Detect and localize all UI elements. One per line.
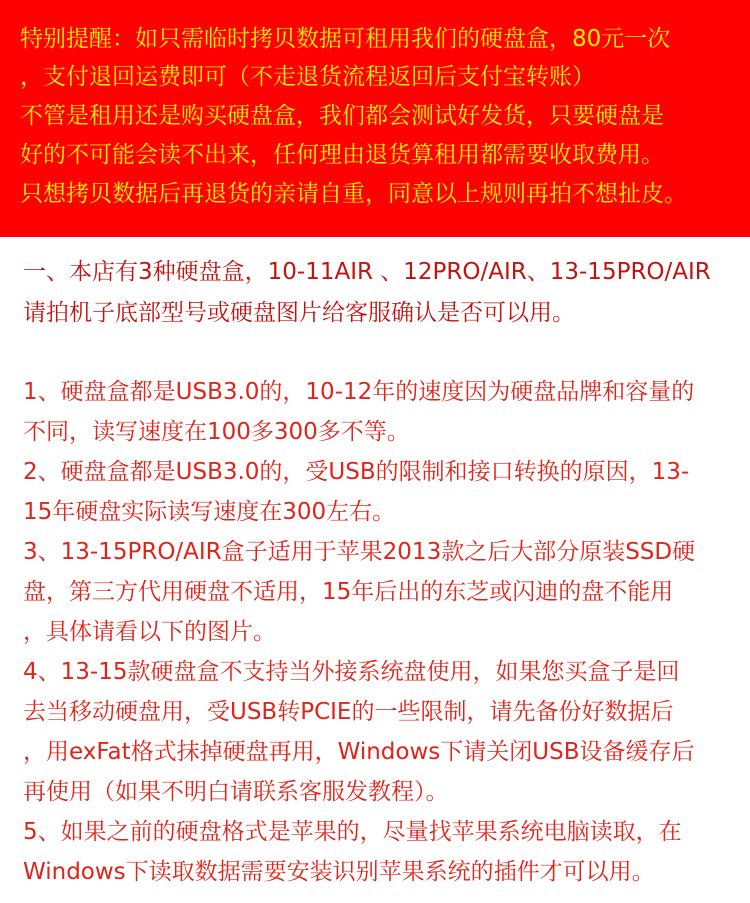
warning-line-3: 不管是租用还是购买硬盘盒，我们都会测试好发货，只要硬盘是 bbox=[20, 103, 664, 129]
warning-line-4: 好的不可能会读不出来，任何理由退货算租用都需要收取费用。 bbox=[20, 142, 664, 168]
warning-line-5: 只想拷贝数据后再退货的亲请自重，同意以上规则再拍不想扯皮。 bbox=[20, 181, 687, 207]
rule-4-line-4: 再使用（如果不明白请联系客服发教程）。 bbox=[23, 779, 449, 805]
rule-3-line-2: 盘，第三方代用硬盘不适用，15年后出的东芝或闪迪的盘不能用 bbox=[23, 579, 674, 605]
warning-line-2: ，支付退回运费即可（不走退货流程返回后支付宝转账） bbox=[20, 64, 595, 90]
rule-5-line-2: Windows下读取数据需要安装识别苹果系统的插件才可以用。 bbox=[23, 859, 655, 885]
warning-banner bbox=[0, 0, 750, 237]
intro-line-2: 请拍机子底部型号或硬盘图片给客服确认是否可以用。 bbox=[23, 300, 575, 326]
rule-4-line-3: ，用exFat格式抹掉硬盘再用，Windows下请关闭USB设备缓存后 bbox=[23, 739, 695, 765]
warning-line-1: 特别提醒：如只需临时拷贝数据可租用我们的硬盘盒，80元一次 bbox=[20, 26, 671, 52]
rule-3-line-3: ，具体请看以下的图片。 bbox=[23, 619, 276, 645]
rule-3-line-1: 3、13-15PRO/AIR盒子适用于苹果2013款之后大部分原装SSD硬 bbox=[23, 539, 696, 565]
rule-1-line-2: 不同，读写速度在100多300多不等。 bbox=[23, 419, 410, 445]
rule-4-line-2: 去当移动硬盘用，受USB转PCIE的一些限制，请先备份好数据后 bbox=[23, 699, 674, 725]
intro-line-1: 一、本店有3种硬盘盒，10-11AIR 、12PRO/AIR、13-15PRO/AIR bbox=[23, 259, 711, 285]
rule-2-line-2: 15年硬盘实际读写速度在300左右。 bbox=[23, 499, 396, 525]
rule-2-line-1: 2、硬盘盒都是USB3.0的，受USB的限制和接口转换的原因，13- bbox=[23, 459, 690, 485]
rule-5-line-1: 5、如果之前的硬盘格式是苹果的，尽量找苹果系统电脑读取，在 bbox=[23, 819, 682, 845]
rule-1-line-1: 1、硬盘盒都是USB3.0的，10-12年的速度因为硬盘品牌和容量的 bbox=[23, 379, 695, 405]
rule-4-line-1: 4、13-15款硬盘盒不支持当外接系统盘使用，如果您买盒子是回 bbox=[23, 659, 680, 685]
